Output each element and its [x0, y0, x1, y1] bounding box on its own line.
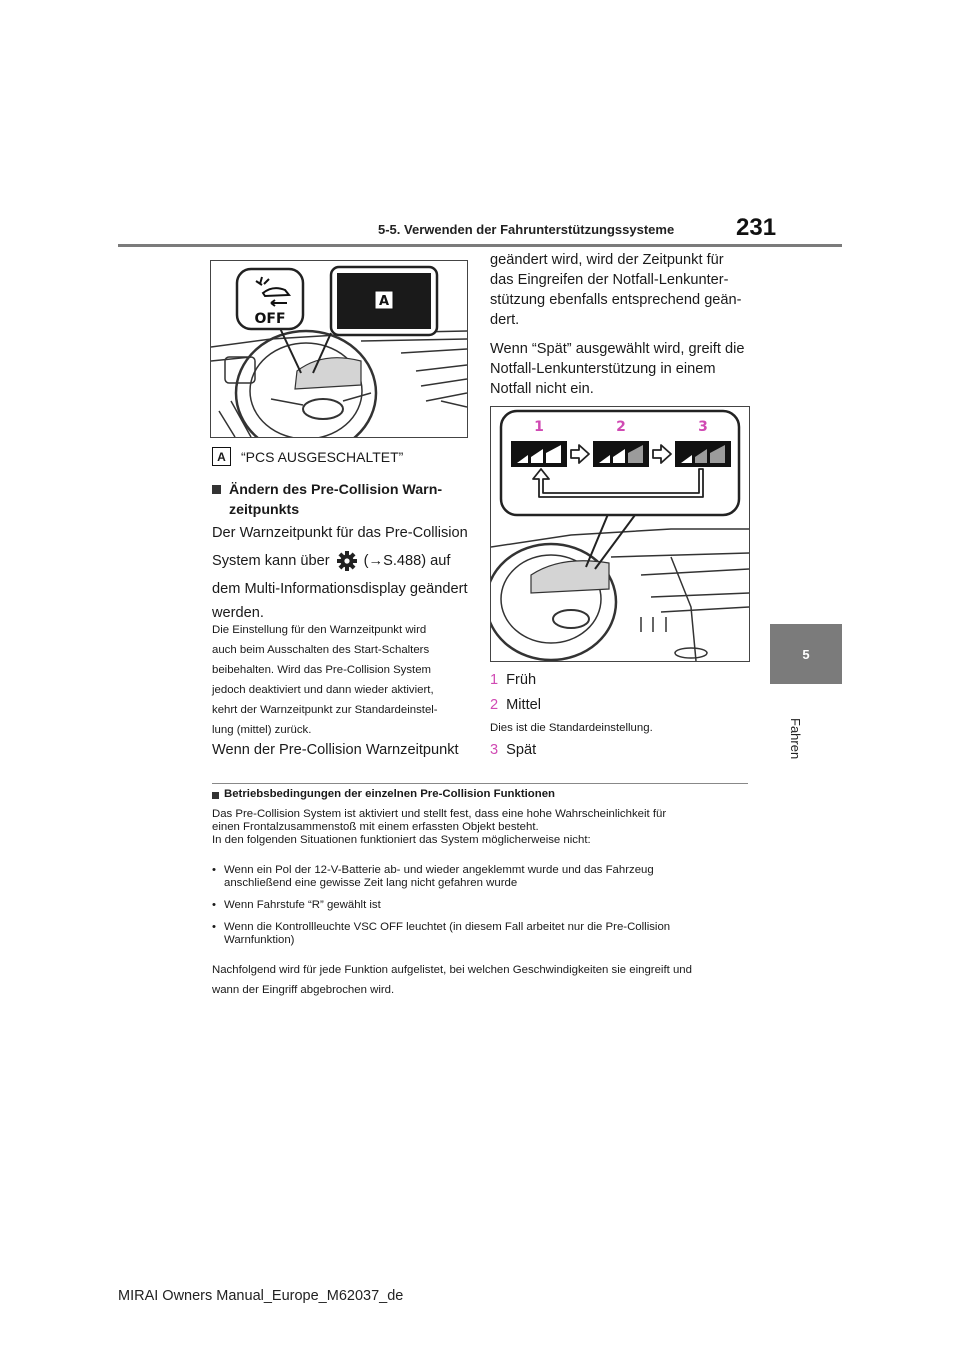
timing-display-illustration	[491, 407, 749, 661]
timing-label-mid: 2	[616, 419, 626, 435]
figure-timing-selection	[490, 406, 750, 662]
bullet-square-icon	[212, 485, 221, 494]
off-callout-text: OFF	[254, 311, 286, 327]
list-item: • Wenn ein Pol der 12-V-Batterie ab- und wieder angeklemmt wurde und das Fahrzeug anschließend eine gewisse Zeit lang nicht gefahren wurde	[212, 864, 654, 889]
timing-label-early: 1	[534, 419, 544, 435]
dashboard-illustration	[211, 261, 467, 437]
page-number: 231	[736, 214, 777, 241]
figure-pcs-off	[210, 260, 468, 438]
chapter-label: Fahren	[788, 718, 803, 760]
list-item: • Wenn die Kontrollleuchte VSC OFF leuchtet (in diesem Fall arbeitet nur die Pre-Collision Warnfunktion)	[212, 921, 671, 946]
timing-icon-early	[511, 441, 567, 467]
paragraph-steering-assist: geändert wird, wird der Zeitpunkt für das Eingreifen der Notfall-Lenkunter- stützung ebenfalls entsprechend geän- dert. Wenn “Spät” ausgewählt wird, greift die Notfall-Lenkunterstützung in einem Notfall nicht ein.	[490, 252, 745, 397]
gear-icon	[336, 550, 358, 572]
conditions-intro: Das Pre-Collision System ist aktiviert und stellt fest, dass eine hohe Wahrscheinlichkeit für einen Frontalzusammenstoß mit einem erfassten Objekt besteht. In den folgenden Situationen funktioniert das System möglicherweise nicht:	[212, 808, 667, 846]
footer-manual-id: MIRAI Owners Manual_Europe_M62037_de	[118, 1288, 404, 1304]
timing-options-list	[490, 670, 752, 760]
timing-icon-mid	[593, 441, 649, 467]
timing-label-late: 3	[698, 419, 708, 435]
conditions-title: Betriebsbedingungen der einzelnen Pre-Collision Funktionen	[212, 788, 555, 800]
bullet-square-icon	[212, 792, 219, 799]
caption-pcs-off	[212, 447, 403, 466]
conditions-bullets	[212, 864, 752, 947]
list-item: • Wenn Fahrstufe “R” gewählt ist	[212, 899, 381, 911]
figure-a-label: A	[378, 294, 390, 309]
caption-text: “PCS AUSGESCHALTET”	[241, 448, 404, 465]
paragraph-timing-change: Wenn der Pre-Collision Warnzeitpunkt	[212, 742, 459, 758]
list-item: 1 Früh	[490, 672, 537, 688]
chapter-tab	[770, 624, 842, 684]
note-timing-retained: Die Einstellung für den Warnzeitpunkt wird auch beim Ausschalten des Start-Schalters beibehalten. Wird das Pre-Collision System jedoch deaktiviert und dann wieder aktiviert, kehrt der Warnzeitpunkt zur Standardeinstel- lung (mittel) zurück.	[212, 624, 438, 736]
list-item: 3 Spät	[490, 742, 537, 758]
chapter-number: 5	[802, 646, 810, 662]
conditions-outro: Nachfolgend wird für jede Funktion aufgelistet, bei welchen Geschwindigkeiten sie eingreift und wann der Eingriff abgebrochen wird.	[212, 964, 692, 996]
default-note: Dies ist die Standardeinstellung.	[490, 722, 653, 734]
list-item: 2 Mittel	[490, 697, 541, 713]
timing-icon-late	[675, 441, 731, 467]
caption-label-box: A	[212, 447, 231, 466]
section-title: 5-5. Verwenden der Fahrunterstützungssysteme	[378, 222, 675, 237]
header-rule	[118, 244, 842, 247]
subheading-warning-timing: Ändern des Pre-Collision Warn- zeitpunkts	[212, 480, 472, 520]
paragraph-timing-setting: Der Warnzeitpunkt für das Pre-Collision System kann über (→S.488) auf dem Multi-Informationsdisplay geändert werden.	[212, 525, 468, 621]
section-divider	[212, 783, 748, 784]
